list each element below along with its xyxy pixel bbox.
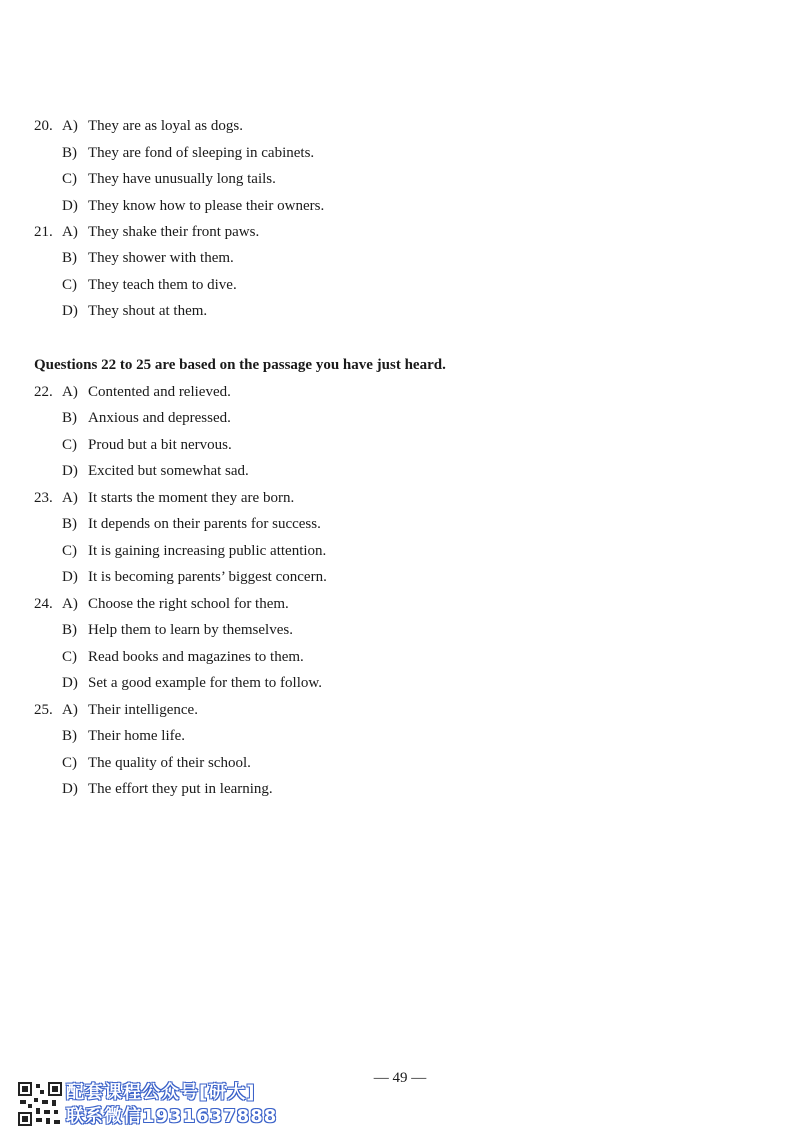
option-letter: C) — [62, 437, 77, 453]
option-20a — [62, 116, 243, 136]
option-23b — [62, 514, 321, 534]
option-letter: B) — [62, 250, 77, 266]
option-20c — [62, 169, 276, 189]
option-letter: D) — [62, 463, 78, 479]
option-letter: C) — [62, 171, 77, 187]
option-25b — [62, 726, 185, 746]
option-text: Anxious and depressed. — [88, 410, 231, 426]
option-text: Read books and magazines to them. — [88, 649, 304, 665]
option-text: Help them to learn by themselves. — [88, 622, 293, 638]
option-text: Proud but a bit nervous. — [88, 437, 232, 453]
option-letter: D) — [62, 198, 78, 214]
question-number: 23. — [34, 490, 53, 506]
option-22b — [62, 408, 231, 428]
option-text: Choose the right school for them. — [88, 596, 289, 612]
option-letter: A) — [62, 702, 78, 718]
option-23a — [62, 488, 294, 508]
option-letter: D) — [62, 303, 78, 319]
option-text: Their intelligence. — [88, 702, 198, 718]
option-20d — [62, 196, 324, 216]
option-text: The quality of their school. — [88, 755, 251, 771]
option-letter: D) — [62, 781, 78, 797]
watermark-line2: 联系微信1931637888 — [66, 1106, 278, 1127]
option-text: They are as loyal as dogs. — [88, 118, 243, 134]
question-number: 25. — [34, 702, 53, 718]
option-text: The effort they put in learning. — [88, 781, 273, 797]
option-text: They shake their front paws. — [88, 224, 260, 240]
option-text: They are fond of sleeping in cabinets. — [88, 145, 315, 161]
option-text: Their home life. — [88, 728, 186, 744]
option-20b — [62, 143, 314, 163]
option-text: They teach them to dive. — [88, 277, 237, 293]
option-22d — [62, 461, 249, 481]
option-21c — [62, 275, 237, 295]
question-number: 20. — [34, 118, 53, 134]
option-letter: A) — [62, 596, 78, 612]
option-text: Contented and relieved. — [88, 384, 231, 400]
question-number: 21. — [34, 224, 53, 240]
option-24b — [62, 620, 293, 640]
option-letter: A) — [62, 490, 78, 506]
option-22c — [62, 435, 232, 455]
option-text: They have unusually long tails. — [88, 171, 276, 187]
page-number: — 49 — — [373, 1070, 427, 1086]
option-text: It depends on their parents for success. — [88, 516, 321, 532]
option-text: They know how to please their owners. — [88, 198, 325, 214]
option-letter: A) — [62, 224, 78, 240]
option-letter: C) — [62, 543, 77, 559]
option-text: Excited but somewhat sad. — [88, 463, 249, 479]
option-letter: B) — [62, 728, 77, 744]
option-letter: C) — [62, 755, 77, 771]
option-text: It is becoming parents’ biggest concern. — [88, 569, 327, 585]
qr-code-icon — [16, 1080, 64, 1128]
watermark-line1: 配套课程公众号[研大] — [66, 1082, 256, 1103]
option-24d — [62, 673, 322, 693]
option-letter: A) — [62, 384, 78, 400]
question-number: 24. — [34, 596, 53, 612]
option-25a — [62, 700, 198, 720]
question-number: 22. — [34, 384, 53, 400]
section-heading: Questions 22 to 25 are based on the passage you have just heard. — [34, 357, 446, 373]
option-letter: B) — [62, 410, 77, 426]
option-24c — [62, 647, 304, 667]
option-letter: C) — [62, 277, 77, 293]
option-23d — [62, 567, 327, 587]
option-25c — [62, 753, 251, 773]
option-text: They shower with them. — [88, 250, 234, 266]
option-text: They shout at them. — [88, 303, 208, 319]
option-letter: B) — [62, 145, 77, 161]
option-23c — [62, 541, 326, 561]
option-letter: B) — [62, 516, 77, 532]
option-letter: A) — [62, 118, 78, 134]
option-text: It starts the moment they are born. — [88, 490, 295, 506]
option-22a — [62, 382, 231, 402]
option-letter: D) — [62, 569, 78, 585]
option-21b — [62, 248, 234, 268]
option-text: Set a good example for them to follow. — [88, 675, 322, 691]
option-letter: C) — [62, 649, 77, 665]
option-text: It is gaining increasing public attention. — [88, 543, 327, 559]
option-24a — [62, 594, 289, 614]
option-25d — [62, 779, 273, 799]
option-letter: D) — [62, 675, 78, 691]
watermark — [16, 1080, 316, 1130]
option-21d — [62, 301, 207, 321]
option-letter: B) — [62, 622, 77, 638]
option-21a — [62, 222, 259, 242]
